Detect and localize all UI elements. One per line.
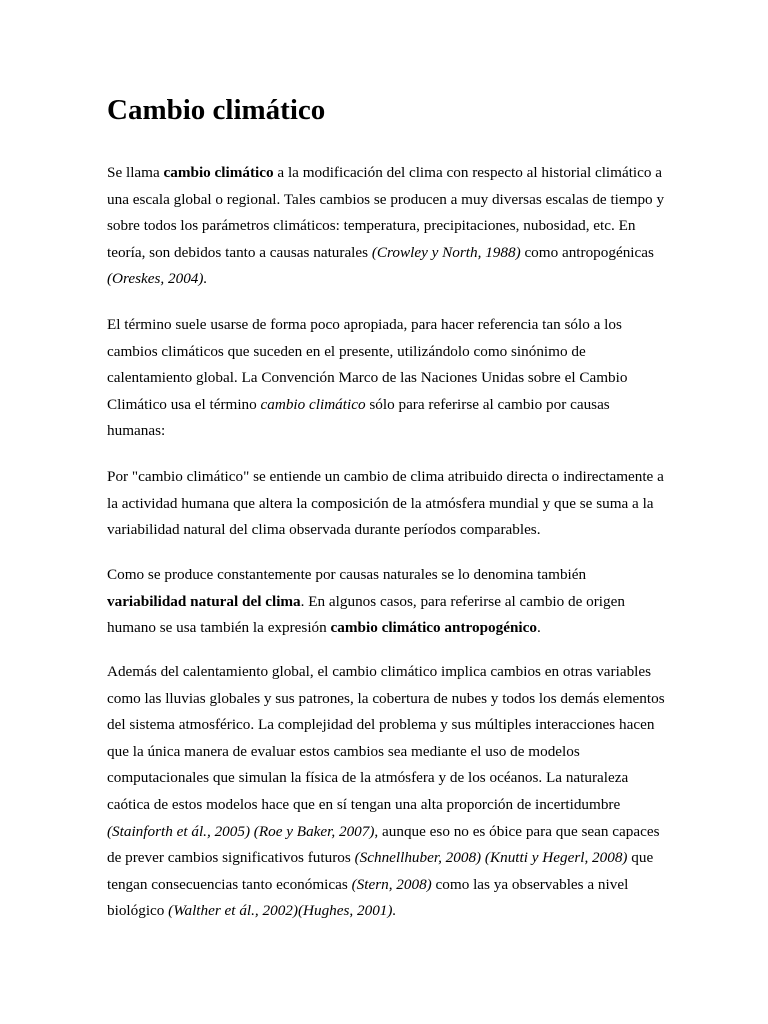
text-run: teoría, son debidos tanto a causas naturales bbox=[107, 243, 372, 261]
text-line bbox=[107, 312, 669, 339]
paragraph-term-usage bbox=[107, 312, 669, 445]
text-run: como las lluvias globales y sus patrones, la cobertura de nubes y todos los demás elementos bbox=[107, 689, 665, 707]
text-run: como antropogénicas bbox=[520, 243, 654, 261]
text-run: calentamiento global. La Convención Marco de las Naciones Unidas sobre el Cambio bbox=[107, 369, 628, 387]
text-run: una escala global o regional. Tales cambios se producen a muy diversas escalas de tiempo y bbox=[107, 190, 665, 208]
text-line bbox=[107, 792, 669, 819]
text-run: Como se produce constantemente por causas naturales se lo denomina también bbox=[107, 566, 587, 583]
text-run: . bbox=[536, 619, 541, 637]
bold-text: variabilidad natural del clima bbox=[107, 592, 301, 610]
text-run: computacionales que simulan la física de la atmósfera y de los océanos. La naturaleza bbox=[107, 769, 629, 787]
citation-text: (Stainforth et ál., 2005) (Roe y Baker, 2007) bbox=[107, 822, 375, 840]
text-line bbox=[107, 517, 669, 544]
text-line bbox=[107, 686, 669, 713]
citation-text: (Schnellhuber, 2008) (Knutti y Hegerl, 2008) bbox=[354, 849, 628, 867]
text-run: de prever cambios significativos futuros bbox=[107, 849, 355, 867]
text-run: biológico bbox=[107, 902, 169, 920]
text-run: variabilidad natural del clima observada durante períodos comparables. bbox=[107, 521, 541, 539]
citation-text: (Stern, 2008) bbox=[351, 875, 432, 893]
text-line bbox=[107, 819, 669, 846]
text-line bbox=[107, 712, 669, 739]
text-line bbox=[107, 659, 669, 686]
text-run: Además del calentamiento global, el cambio climático implica cambios en otras variables bbox=[107, 663, 652, 680]
citation-text: (Oreskes, 2004). bbox=[107, 270, 208, 288]
bold-text: cambio climático antropogénico bbox=[330, 619, 537, 637]
text-run: como las ya observables a nivel bbox=[431, 875, 629, 893]
paragraph-definition bbox=[107, 160, 669, 293]
text-line bbox=[107, 187, 669, 214]
text-run: la actividad humana que altera la composición de la atmósfera mundial y que se suma a la bbox=[107, 494, 654, 512]
paragraph-natural-variability bbox=[107, 562, 669, 642]
text-line bbox=[107, 898, 669, 925]
paragraph-unfccc-quote bbox=[107, 464, 669, 544]
citation-text: (Walther et ál., 2002)(Hughes, 2001). bbox=[168, 902, 397, 920]
text-run: humanas: bbox=[107, 422, 166, 440]
citation-text: (Crowley y North, 1988) bbox=[371, 243, 521, 261]
text-line bbox=[107, 213, 669, 240]
text-run: sobre todos los parámetros climáticos: temperatura, precipitaciones, nubosidad, etc. En bbox=[107, 217, 636, 235]
text-line bbox=[107, 765, 669, 792]
text-line bbox=[107, 339, 669, 366]
text-run: El término suele usarse de forma poco apropiada, para hacer referencia tan sólo a los bbox=[107, 316, 622, 333]
page-title: Cambio climático bbox=[107, 94, 326, 126]
text-line bbox=[107, 845, 669, 872]
text-run: del sistema atmosférico. La complejidad del problema y sus múltiples interacciones hacen bbox=[107, 716, 655, 734]
text-line bbox=[107, 491, 669, 518]
text-line bbox=[107, 266, 669, 293]
bold-text: cambio climático bbox=[163, 164, 274, 181]
text-line bbox=[107, 365, 669, 392]
text-run: que bbox=[627, 849, 654, 867]
text-line bbox=[107, 739, 669, 766]
text-run: sólo para referirse al cambio por causas bbox=[365, 395, 610, 413]
text-run: Climático usa el término bbox=[107, 395, 261, 413]
text-line bbox=[107, 464, 669, 491]
text-run: cambios climáticos que suceden en el presente, utilizándolo como sinónimo de bbox=[107, 342, 586, 360]
text-run: a la modificación del clima con respecto al historial climático a bbox=[273, 164, 663, 181]
text-run: humano se usa también la expresión bbox=[107, 619, 331, 637]
citation-text: cambio climático bbox=[260, 395, 366, 413]
text-run: tengan consecuencias tanto económicas bbox=[107, 875, 352, 893]
text-line bbox=[107, 392, 669, 419]
text-line bbox=[107, 160, 669, 187]
text-run: . En algunos casos, para referirse al cambio de origen bbox=[300, 592, 625, 610]
paragraph-models bbox=[107, 659, 669, 925]
text-line bbox=[107, 615, 669, 642]
text-line bbox=[107, 240, 669, 267]
text-line bbox=[107, 418, 669, 445]
text-line bbox=[107, 872, 669, 899]
text-run: Se llama bbox=[107, 164, 164, 181]
text-run: Por "cambio climático" se entiende un cambio de clima atribuido directa o indirectamente a bbox=[107, 468, 664, 485]
text-run: caótica de estos modelos hace que en sí tengan una alta proporción de incertidumbre bbox=[107, 795, 621, 813]
text-line bbox=[107, 589, 669, 616]
text-line bbox=[107, 562, 669, 589]
text-run: que la única manera de evaluar estos cambios sea mediante el uso de modelos bbox=[107, 742, 580, 760]
text-run: , aunque eso no es óbice para que sean capaces bbox=[374, 822, 660, 840]
